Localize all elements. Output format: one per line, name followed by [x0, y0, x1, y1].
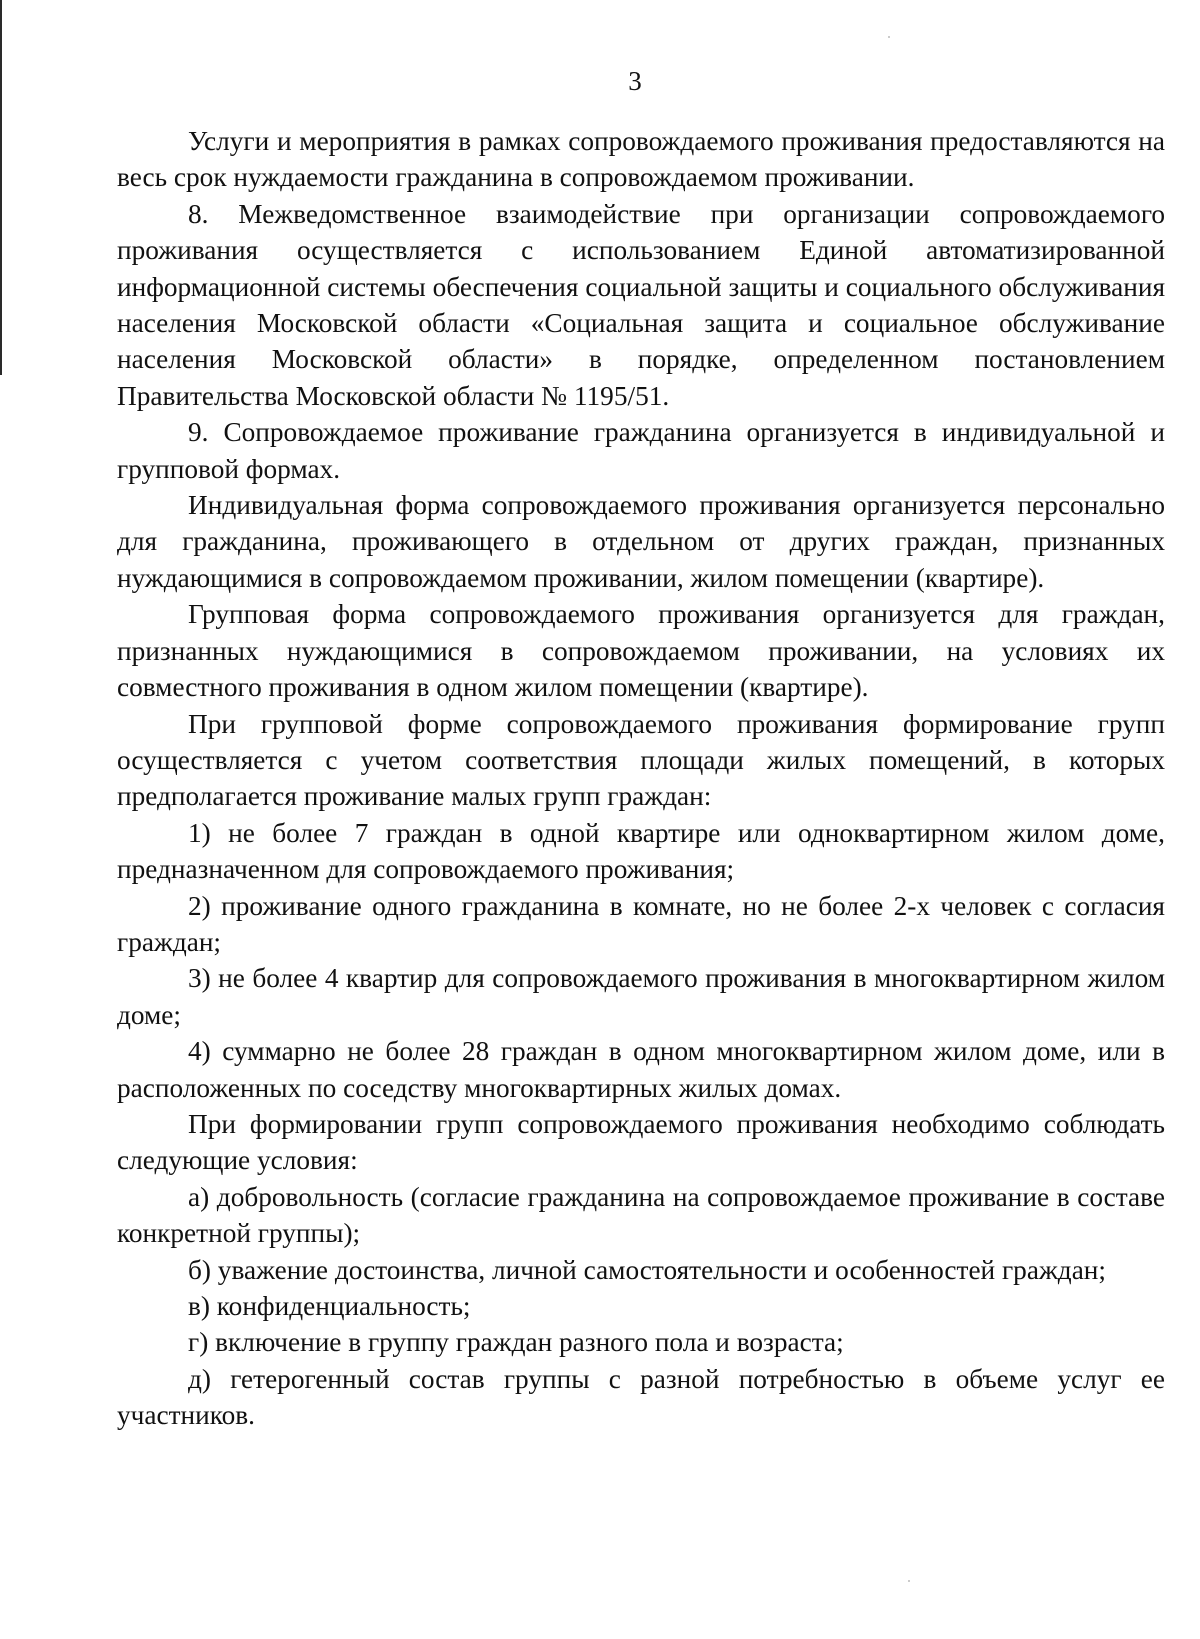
scan-speck — [908, 1580, 910, 1582]
document-body — [117, 123, 1165, 1434]
scan-margin-line — [0, 0, 2, 375]
paragraph-group-formation: При групповой форме сопровождаемого проживания формирование групп осуществляется с учетом соответствия площади жилых помещений, в которых предполагается проживание малых групп граждан: — [117, 708, 1165, 812]
list-item-v: в) конфиденциальность; — [188, 1291, 471, 1321]
paragraph-individual-form: Индивидуальная форма сопровождаемого проживания организуется персонально для гражданина, проживающего в отдельном от других граждан, признанных нуждающимися в сопровождаемом проживании, жилом помещении (квартире). — [117, 490, 1165, 593]
list-item-g: г) включение в группу граждан разного пола и возраста; — [188, 1327, 844, 1358]
paragraph-services-duration: Услуги и мероприятия в рамках сопровождаемого проживания предоставляются на весь срок нуждаемости гражданина в сопровождаемом проживании. — [117, 126, 1165, 193]
paragraph-item-8: 8. Межведомственное взаимодействие при организации сопровождаемого проживания осуществляется с использованием Единой автоматизированной информационной системы обеспечения социальной защиты и социального обслуживания населения Московской области «Социальная защита и социальное обслуживание населения Московской области» в порядке, определенном постановлением Правительства Московской области № 1195/51. — [117, 198, 1165, 411]
paragraph-group-form: Групповая форма сопровождаемого проживания организуется для граждан, признанных нуждающимися в сопровождаемом проживании, на условиях их совместного проживания в одном жилом помещении (квартире). — [117, 599, 1165, 703]
list-item-1: 1) не более 7 граждан в одной квартире или одноквартирном жилом доме, предназначенном для сопровождаемого проживания; — [117, 817, 1165, 885]
list-item-3: 3) не более 4 квартир для сопровождаемого проживания в многоквартирном жилом доме; — [117, 963, 1165, 1030]
list-item-b: б) уважение достоинства, личной самостоятельности и особенностей граждан; — [188, 1254, 1107, 1285]
list-item-d: д) гетерогенный состав группы с разной потребностью в объеме услуг ее участников. — [117, 1363, 1165, 1431]
list-item-2: 2) проживание одного гражданина в комнате, но не более 2-х человек с согласия граждан; — [117, 890, 1165, 957]
paragraph-conditions-intro: При формировании групп сопровождаемого проживания необходимо соблюдать следующие условия: — [117, 1108, 1165, 1176]
page-number: 3 — [628, 66, 642, 96]
paragraph-item-9: 9. Сопровождаемое проживание гражданина организуется в индивидуальной и групповой формах. — [117, 417, 1165, 484]
list-item-4: 4) суммарно не более 28 граждан в одном многоквартирном жилом доме, или в расположенных по соседству многоквартирных жилых домах. — [117, 1036, 1165, 1103]
scan-speck — [888, 36, 890, 38]
list-item-a: а) добровольность (согласие гражданина на сопровождаемое проживание в составе конкретной группы); — [117, 1181, 1165, 1249]
